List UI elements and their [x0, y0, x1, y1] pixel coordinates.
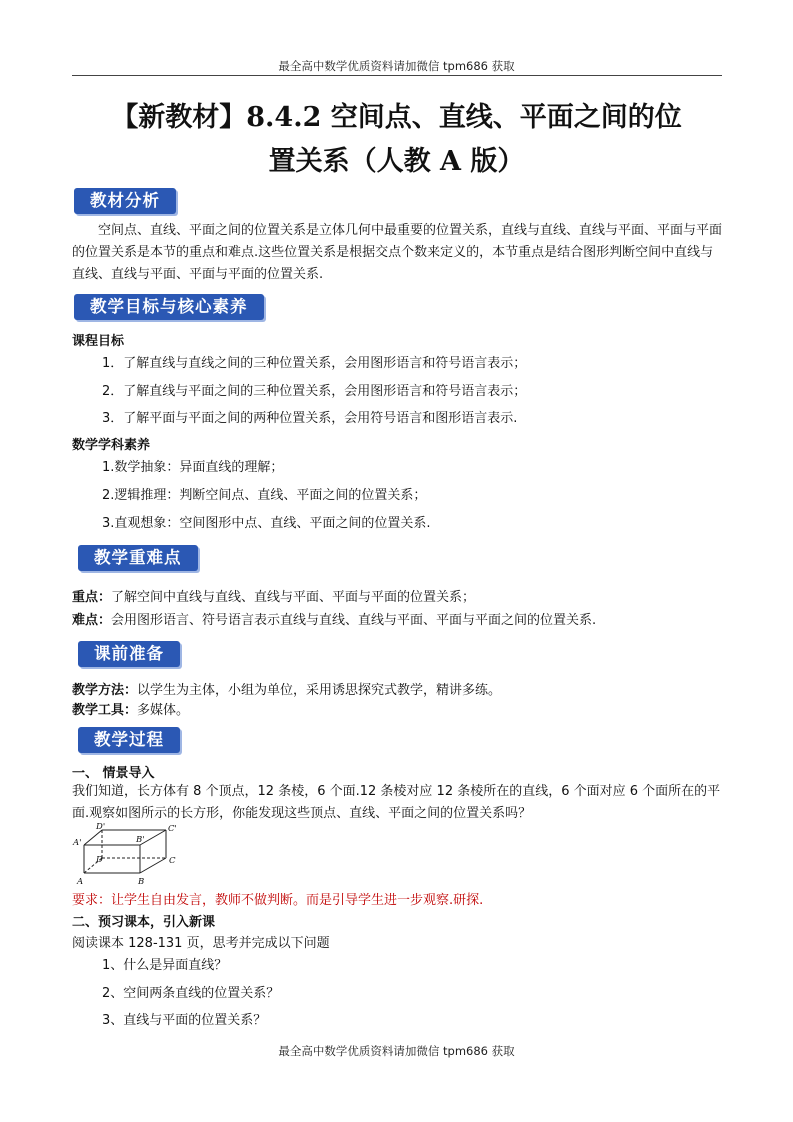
page-title: [60, 96, 733, 184]
course-goal-item: 2．了解直线与平面之间的三种位置关系，会用图形语言和符号语言表示；: [102, 384, 527, 399]
title-line-1: 【新教材】8.4.2 空间点、直线、平面之间的位: [111, 102, 682, 133]
tools-label: 教学工具：: [72, 703, 138, 718]
vertex-label-c: C: [169, 856, 176, 866]
part2-heading: 二、预习课本，引入新课: [72, 915, 216, 930]
literacy-item: 3.直观想象：空间图形中点、直线、平面之间的位置关系.: [102, 516, 431, 531]
question-item: 2、空间两条直线的位置关系？: [102, 986, 280, 1001]
section-badge-analysis: 教材分析: [74, 188, 176, 214]
analysis-paragraph: 空间点、直线、平面之间的位置关系是立体几何中最重要的位置关系，直线与直线、直线与平面、平面与平面的位置关系是本节的重点和难点.这些位置关系是根据交点个数来定义的，本节重点是结合图形判断空间中直线与直线、直线与平面、平面与平面的位置关系.: [72, 223, 723, 282]
header-rule: [72, 75, 722, 76]
section-badge-goals: 教学目标与核心素养: [74, 294, 264, 320]
difficulty-label: 难点：: [72, 613, 112, 628]
literacy-item: 1.数学抽象：异面直线的理解；: [102, 460, 284, 475]
requirement-note: 要求：让学生自由发言，教师不做判断。而是引导学生进一步观察.研探.: [72, 893, 484, 908]
method-line: [72, 679, 501, 698]
question-item: 3、直线与平面的位置关系？: [102, 1013, 267, 1028]
difficulty-line: [72, 609, 596, 628]
focus-label: 重点：: [72, 590, 112, 605]
method-text: 以学生为主体，小组为单位，采用诱思探究式教学，精讲多练。: [137, 683, 502, 698]
vertex-label-b: B: [138, 877, 145, 887]
literacy-item: 2.逻辑推理：判断空间点、直线、平面之间的位置关系；: [102, 488, 427, 503]
part1-heading: 一、 情景导入: [72, 766, 155, 781]
difficulty-text: 会用图形语言、符号语言表示直线与直线、直线与平面、平面与平面之间的位置关系.: [111, 613, 597, 628]
tools-line: [72, 699, 189, 718]
part2-intro: 阅读课本 128-131 页，思考并完成以下问题: [72, 936, 330, 951]
course-goal-item: 3．了解平面与平面之间的两种位置关系，会用符号语言和图形语言表示.: [102, 411, 518, 426]
page-footer: 最全高中数学优质资料请加微信 tpm686 获取: [278, 1044, 515, 1058]
literacy-heading: 数学学科素养: [72, 438, 151, 453]
method-label: 教学方法：: [72, 683, 138, 698]
page-header: 最全高中数学优质资料请加微信 tpm686 获取: [278, 59, 515, 73]
vertex-label-c1: C': [168, 824, 177, 834]
tools-text: 多媒体。: [137, 703, 190, 718]
part1-text: 我们知道，长方体有 8 个顶点，12 条棱，6 个面.12 条棱对应 12 条棱所在的直线，6 个面对应 6 个面所在的平面.观察如图所示的长方形，你能发现这些顶点、直线、平面之间的位置关系吗？: [72, 784, 721, 821]
focus-text: 了解空间中直线与直线、直线与平面、平面与平面的位置关系；: [111, 590, 476, 605]
vertex-label-a1: A': [73, 838, 82, 848]
section-badge-process: 教学过程: [78, 727, 180, 753]
vertex-label-b1: B': [136, 835, 145, 845]
course-goal-item: 1．了解直线与直线之间的三种位置关系，会用图形语言和符号语言表示；: [102, 356, 527, 371]
focus-line: [72, 586, 475, 605]
vertex-label-d: D: [96, 855, 103, 865]
title-line-2: 置关系（人教 A 版）: [268, 146, 525, 177]
section-badge-key-points: 教学重难点: [78, 545, 198, 571]
vertex-label-d1: D': [96, 823, 106, 832]
section-badge-preparation: 课前准备: [78, 641, 180, 667]
question-item: 1、什么是异面直线？: [102, 958, 228, 973]
cuboid-figure: [72, 823, 192, 889]
course-goals-heading: 课程目标: [72, 334, 125, 349]
vertex-label-a: A: [77, 877, 84, 887]
